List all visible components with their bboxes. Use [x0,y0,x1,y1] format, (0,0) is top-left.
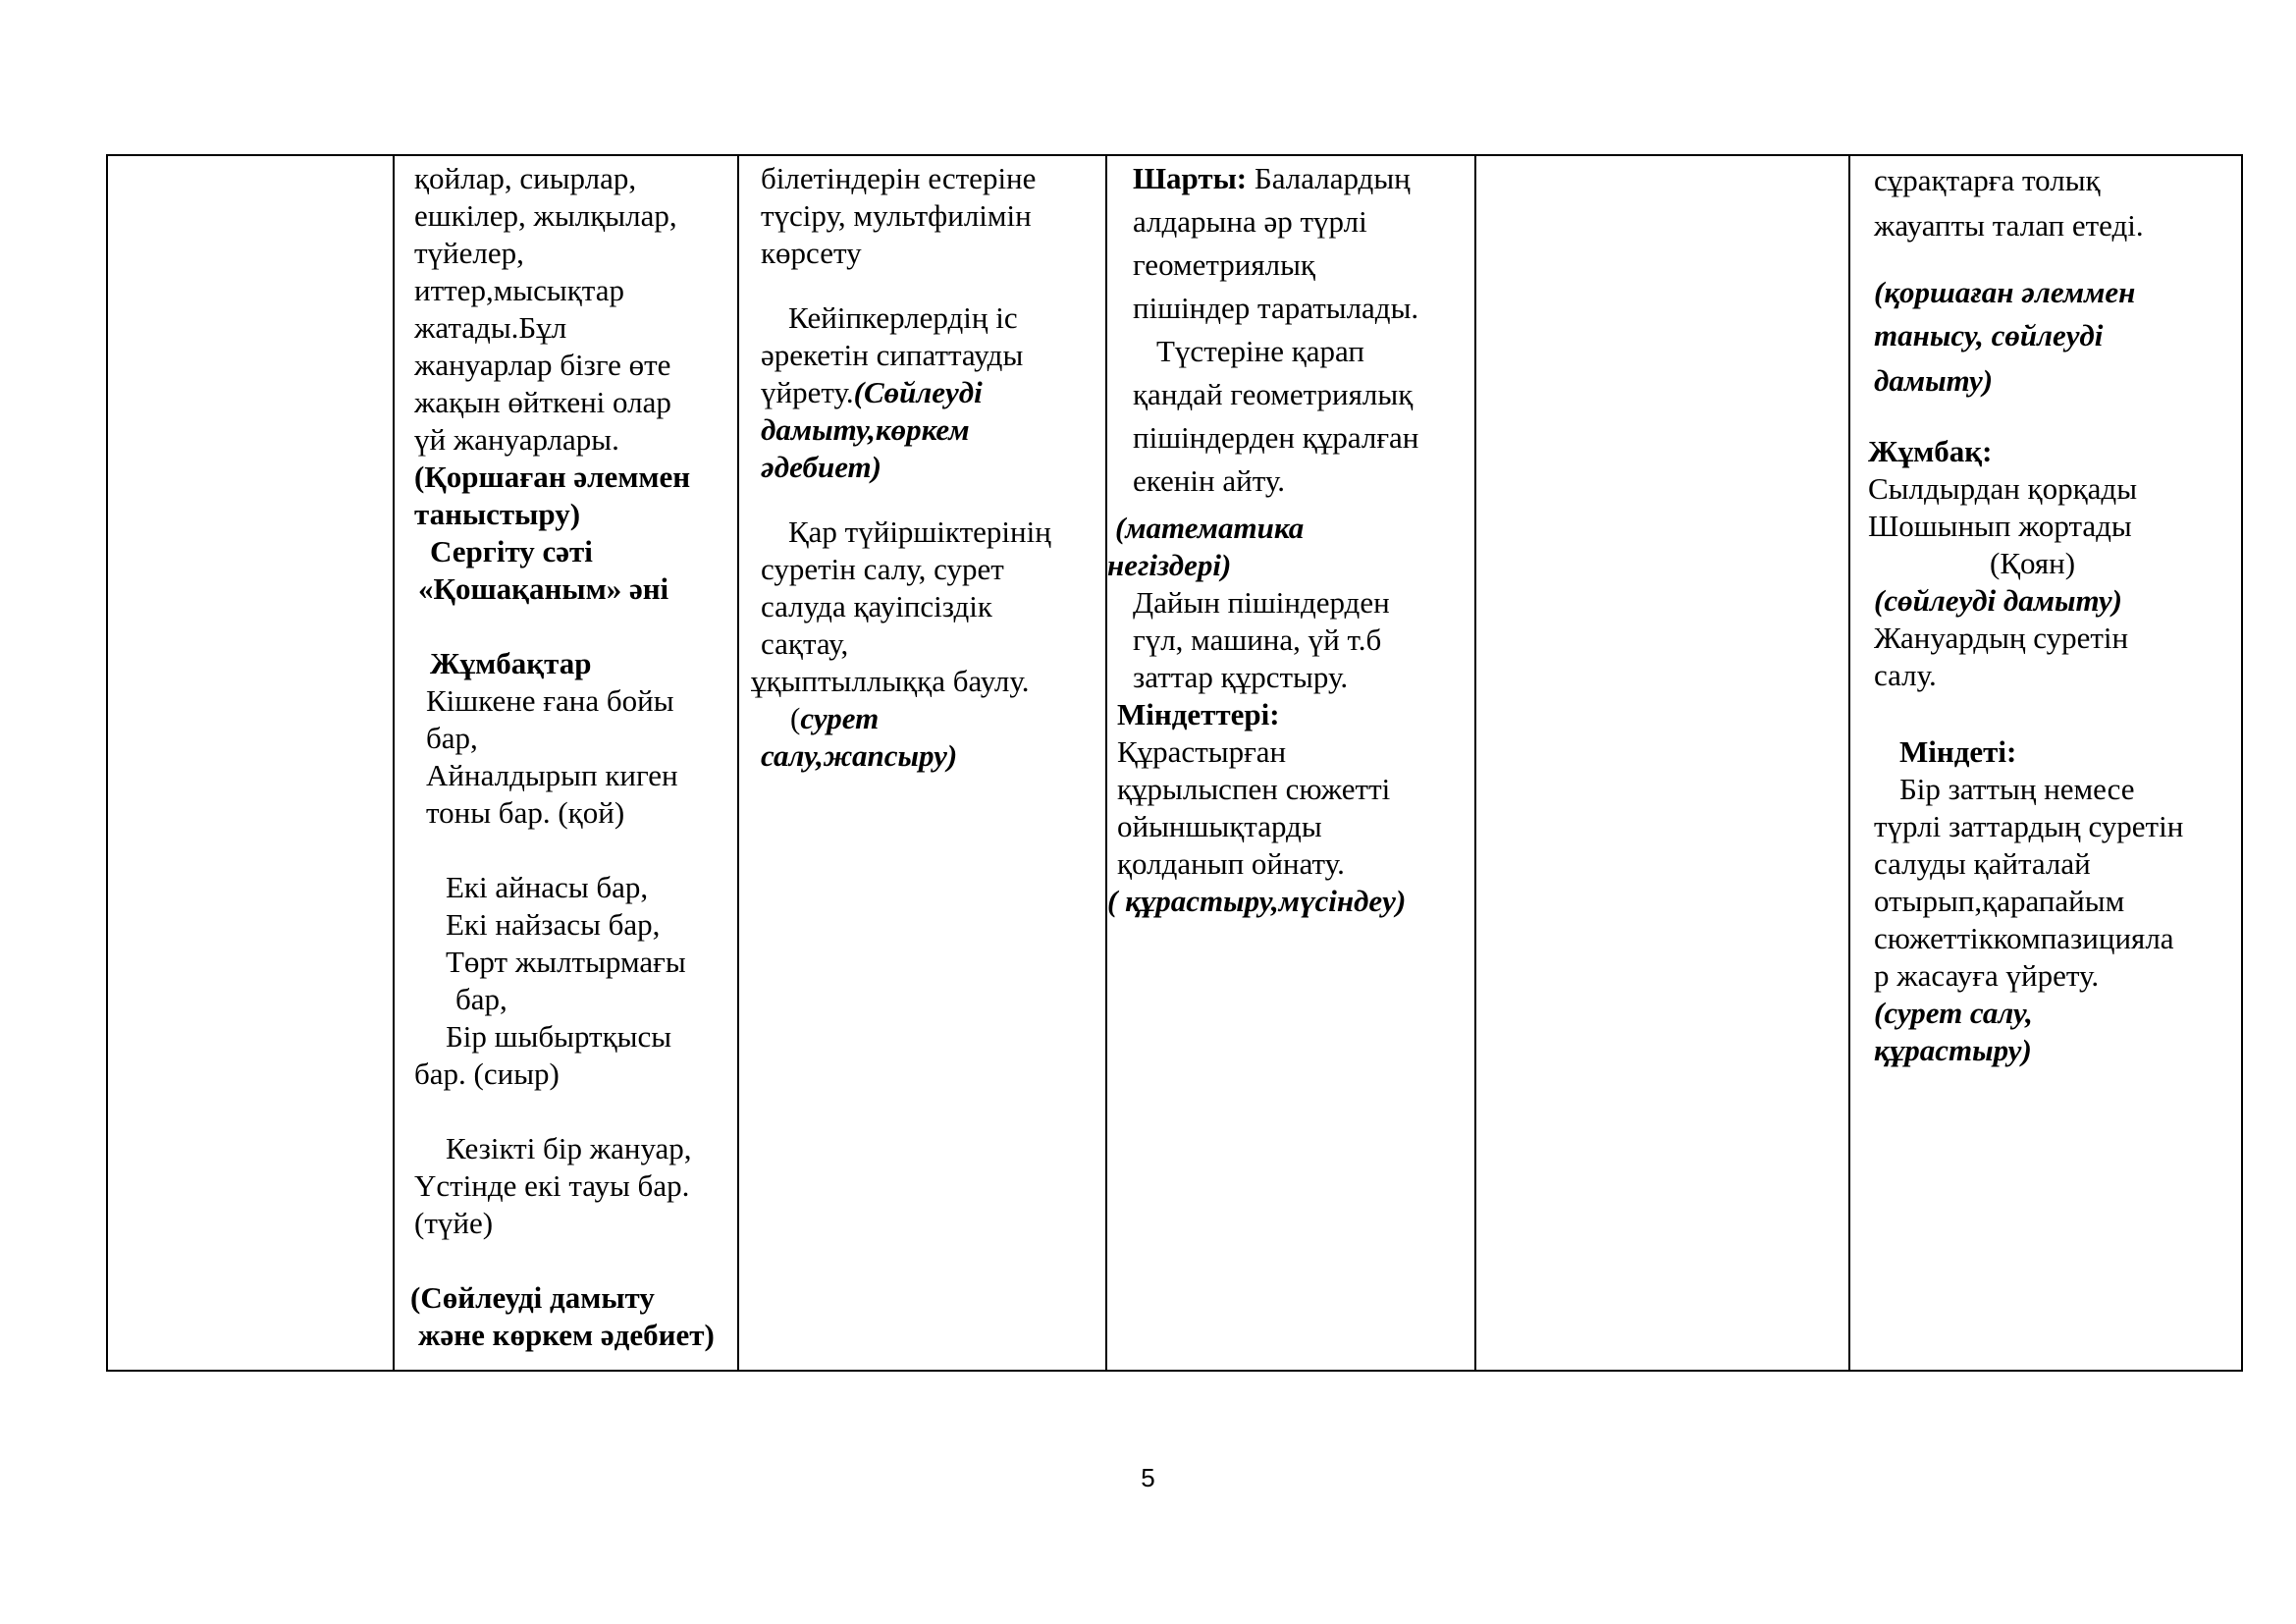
text-line [1133,376,1413,413]
text-line [1874,582,2122,620]
page-number: 5 [1141,1463,1155,1492]
text-run: сурет [800,701,880,735]
text-run: Бір заттың немесе [1899,772,2135,806]
text-run: әдебиет) [761,450,881,484]
text-line [1133,462,1285,500]
text-run: көрсету [761,236,862,270]
text-line [761,551,1004,588]
text-line [1874,620,2128,657]
text-line [1874,362,1993,400]
text-line [761,374,983,411]
text-line [1874,317,2103,354]
text-run: Сергіту сәті [430,534,593,568]
text-line [1133,584,1390,622]
text-run: дамыту,көркем [761,412,970,447]
text-line [1874,1032,2032,1069]
text-run: түйелер, [414,236,524,270]
text-run: сақтау, [761,626,849,661]
text-run: түсіру, мультфилімін [761,198,1032,233]
text-run: алдарына әр түрлі [1133,204,1367,239]
text-run: Шарты: [1133,161,1255,195]
text-line [446,1130,692,1167]
text-line [1874,162,2101,199]
text-line [1115,510,1304,547]
text-line [1990,545,2075,582]
text-line [1874,995,2033,1032]
text-line [1874,657,1937,694]
text-run: Қар түйіршіктерінің [788,514,1051,549]
text-line [446,944,686,981]
text-line [426,682,674,720]
text-run: қойлар, сиырлар, [414,161,637,195]
text-run: салу,жапсыру) [761,738,958,773]
text-run: отырып,қарапайым [1874,884,2125,918]
text-line [414,272,624,309]
text-line [414,459,690,496]
text-line [426,794,624,832]
text-run: түрлі заттардың суретін [1874,809,2184,843]
text-line [1117,733,1286,771]
text-line [1107,547,1231,584]
text-line [414,1205,493,1242]
text-run: Кішкене ғана бойы [426,683,674,718]
text-line [761,449,881,486]
text-line [1117,771,1390,808]
text-line [1874,957,2099,995]
text-run: сюжеттіккомпазицияла [1874,921,2174,955]
text-line [1133,622,1381,659]
text-run: бар. (сиыр) [414,1056,560,1091]
text-run: салуды қайталай [1874,846,2091,881]
text-run: (қоршаған әлеммен [1874,275,2136,309]
text-line [446,869,648,906]
text-line [761,588,992,625]
text-line [414,197,677,235]
text-line [1133,419,1418,457]
text-run: Жануардың суретін [1874,621,2129,655]
text-line [761,235,862,272]
text-run: қолданып ойнату. [1117,846,1345,881]
text-run: заттар құрстыру. [1133,660,1349,694]
text-line [788,514,1051,551]
text-line [1899,771,2135,808]
text-line [1133,290,1418,327]
column-divider [393,156,395,1370]
text-run: пішіндер таратылады. [1133,291,1419,325]
text-line [761,197,1032,235]
text-run: таныстыру) [414,497,581,531]
text-run: жануарлар бізге өте [414,348,671,382]
text-run: бар, [426,721,478,755]
text-line [1868,508,2132,545]
text-run: сұрақтарға толық [1874,163,2101,197]
column-divider [1474,156,1476,1370]
text-run: Екі айнасы бар, [446,870,649,904]
text-run: салуда қауіпсіздік [761,589,992,623]
text-line [1117,845,1345,883]
text-line [1874,207,2144,244]
text-line [414,1167,689,1205]
text-line [761,625,848,663]
text-run: ( [790,701,801,735]
text-run: Міндеті: [1899,734,2017,769]
text-run: жатады.Бұл [414,310,567,345]
text-line [446,906,660,944]
text-line [1868,470,2137,508]
text-line [1868,433,1992,470]
text-line [414,235,524,272]
text-run: ойыншықтарды [1117,809,1322,843]
text-run: Дайын пішіндерден [1133,585,1390,620]
text-run: Жұмбақ: [1868,434,1993,468]
text-line [1133,659,1348,696]
text-run: салу. [1874,658,1937,692]
text-run: «Қошақаным» әні [418,571,669,606]
text-line [1133,246,1315,284]
text-run: Сылдырдан қорқады [1868,471,2138,506]
text-run: (сурет салу, [1874,996,2033,1030]
text-run: ешкілер, жылқылар, [414,198,677,233]
text-line [1874,845,2091,883]
text-line [1133,160,1411,197]
text-run: жақын өйткені олар [414,385,671,419]
text-line [1117,808,1322,845]
text-line [418,570,668,608]
text-run: (математика [1115,511,1305,545]
text-run: ұқыптыллыққа баулу. [751,664,1030,698]
text-run: бар, [455,982,507,1016]
text-run: Міндеттері: [1117,697,1280,731]
column-divider [737,156,739,1370]
column-divider [1105,156,1107,1370]
text-line [446,1018,671,1056]
text-run: (түйе) [414,1206,494,1240]
text-run: Шошынып жортады [1868,509,2132,543]
text-line [1133,203,1367,241]
text-run: жауапты талап етеді. [1874,208,2144,243]
text-line [1107,883,1406,920]
text-line [761,160,1036,197]
text-line [790,700,879,737]
text-line [414,309,566,347]
text-run: Кейіпкерлердің іс [788,300,1018,335]
text-line [414,347,670,384]
text-line [430,533,593,570]
text-line [751,663,1029,700]
text-line [1899,733,2016,771]
lesson-plan-table [106,154,2243,1372]
text-run: негіздері) [1107,548,1232,582]
text-run: (Сөйлеуді дамыту [410,1280,655,1315]
text-run: Үстінде екі тауы бар. [414,1168,690,1203]
text-line [410,1279,655,1317]
text-line [426,720,478,757]
text-run: Жұмбақтар [430,646,592,680]
text-run: (Сөйлеуді [853,375,983,409]
text-line [761,737,957,775]
text-run: Екі найзасы бар, [446,907,661,942]
text-line [414,160,636,197]
text-line [1117,696,1280,733]
text-line [788,299,1018,337]
text-line [1156,333,1364,370]
text-run: Құрастырған [1117,734,1287,769]
text-line [761,337,1023,374]
text-run: құрастыру) [1874,1033,2032,1067]
text-run: Айналдырып киген [426,758,678,792]
text-run: үй жануарлары. [414,422,619,457]
text-run: (Қоршаған әлеммен [414,460,691,494]
text-run: танысу, сөйлеуді [1874,318,2104,352]
text-line [430,645,591,682]
text-line [455,981,507,1018]
text-run: суретін салу, сурет [761,552,1004,586]
text-run: ( құрастыру,мүсіндеу) [1107,884,1407,918]
text-run: гүл, машина, үй т.б [1133,623,1382,657]
text-line [1874,883,2124,920]
text-run: р жасауға үйрету. [1874,958,2100,993]
column-divider [1848,156,1850,1370]
text-line [414,496,580,533]
text-run: дамыту) [1874,363,1994,398]
text-run: үйрету. [761,375,854,409]
text-line [414,421,619,459]
text-run: тоны бар. (қой) [426,795,625,830]
text-line [1874,920,2174,957]
text-line [418,1317,715,1354]
text-run: геометриялық [1133,247,1315,282]
text-run: әрекетін сипаттауды [761,338,1024,372]
text-line [414,1056,560,1093]
text-line [1874,808,2183,845]
text-line [414,384,671,421]
text-run: иттер,мысықтар [414,273,624,307]
text-run: құрылыспен сюжетті [1117,772,1391,806]
text-run: Бір шыбыртқысы [446,1019,672,1054]
text-run: Төрт жылтырмағы [446,945,686,979]
text-run: (Қоян) [1990,546,2076,580]
text-line [426,757,678,794]
text-run: Түстеріне қарап [1156,334,1364,368]
text-run: Кезікті бір жануар, [446,1131,692,1165]
text-run: (сөйлеуді дамыту) [1874,583,2122,618]
text-run: және көркем әдебиет) [418,1318,715,1352]
text-line [1874,274,2135,311]
text-run: Балалардың [1254,161,1411,195]
text-run: білетіндерін естеріне [761,161,1037,195]
text-run: екенін айту. [1133,463,1285,498]
text-run: пішіндерден құралған [1133,420,1419,455]
text-line [761,411,970,449]
text-run: қандай геометриялық [1133,377,1414,411]
